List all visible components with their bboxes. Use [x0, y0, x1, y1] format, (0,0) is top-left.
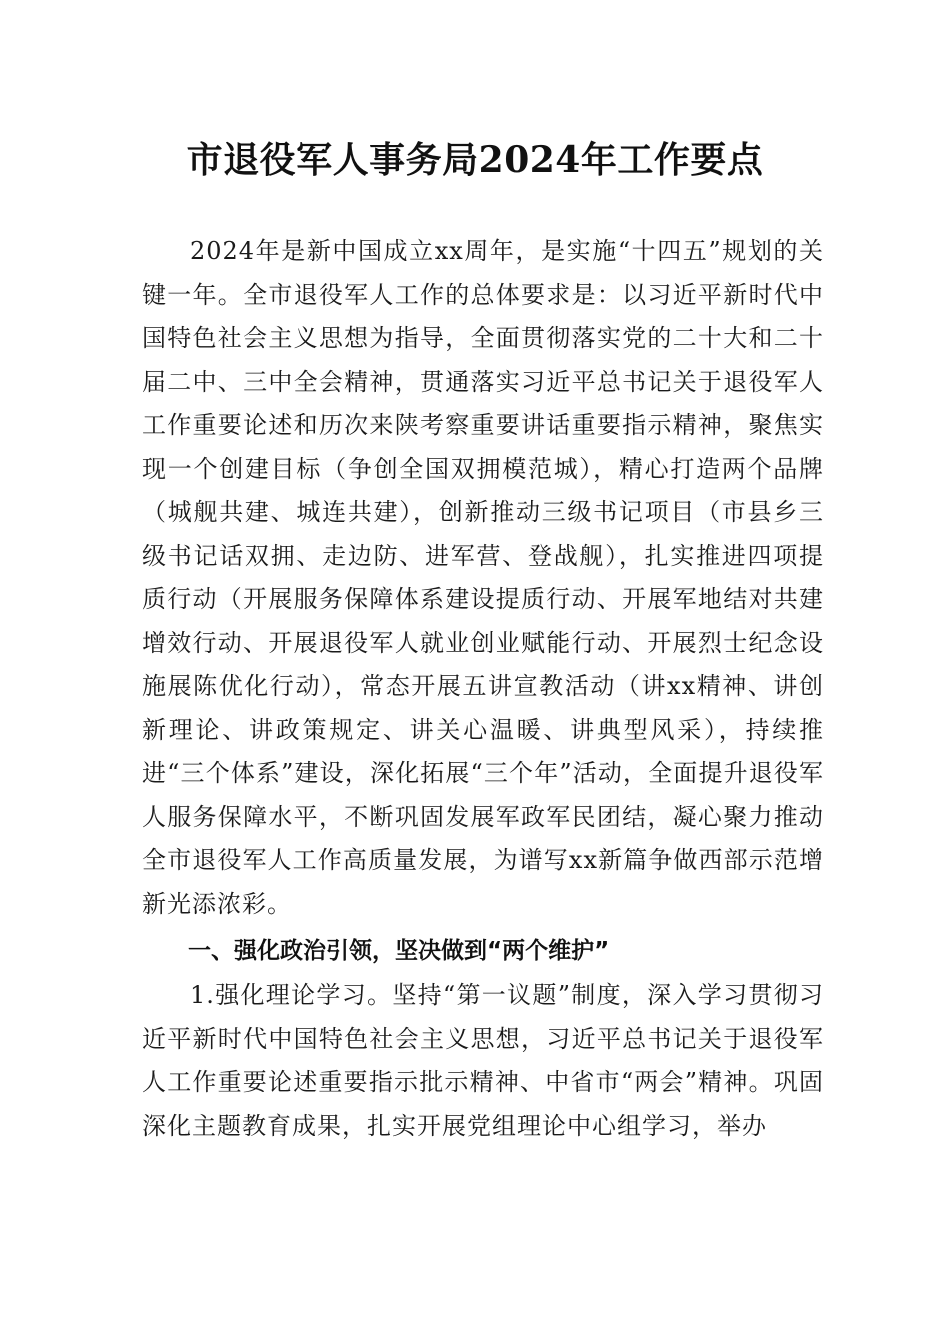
intro-paragraph: 2024年是新中国成立xx周年，是实施“十四五”规划的关键一年。全市退役军人工作的总体要求是：以习近平新时代中国特色社会主义思想为指导，全面贯彻落实党的二十大和二十届二中、三中全会精神，贯通落实习近平总书记关于退役军人工作重要论述和历次来陕考察重要讲话重要指示精神，聚焦实现一个创建目标（争创全国双拥模范城），精心打造两个品牌（城舰共建、城连共建），创新推动三级书记项目（市县乡三级书记话双拥、走边防、进军营、登战舰），扎实推进四项提质行动（开展服务保障体系建设提质行动、开展军地结对共建增效行动、开展退役军人就业创业赋能行动、开展烈士纪念设施展陈优化行动），常态开展五讲宣教活动（讲xx精神、讲创新理论、讲政策规定、讲关心温暖、讲典型风采），持续推进“三个体系”建设，深化拓展“三个年”活动，全面提升退役军人服务保障水平，不断巩固发展军政军民团结，凝心聚力推动全市退役军人工作高质量发展，为谱写xx新篇争做西部示范增新光添浓彩。 [142, 237, 824, 918]
document-title: 市退役军人事务局2024年工作要点 [186, 139, 764, 181]
section-heading: 一、强化政治引领，坚决做到“两个维护” [188, 938, 610, 964]
document-body [142, 230, 824, 1148]
section-paragraph: 1.强化理论学习。坚持“第一议题”制度，深入学习贯彻习近平新时代中国特色社会主义思想，习近平总书记关于退役军人工作重要论述重要指示批示精神、中省市“两会”精神。巩固深化主题教育成果，扎实开展党组理论中心组学习，举办 [142, 981, 824, 1140]
